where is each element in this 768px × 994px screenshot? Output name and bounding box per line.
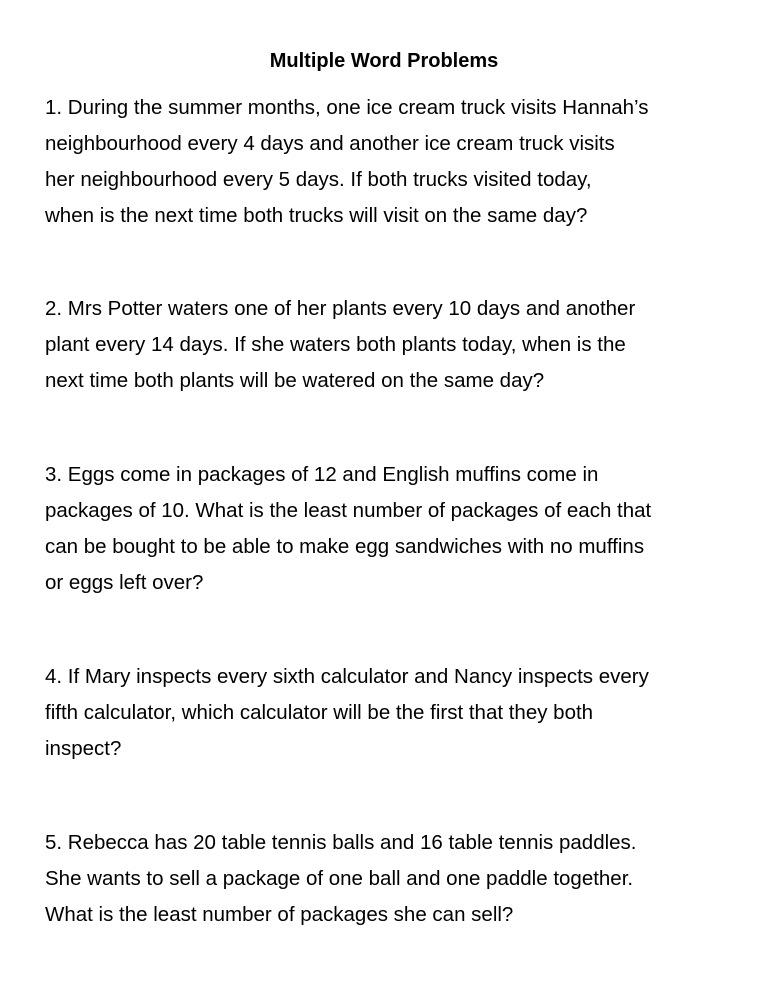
problem-line: 5. Rebecca has 20 table tennis balls and 16 table tennis paddles. xyxy=(45,831,637,854)
problem-line: her neighbourhood every 5 days. If both trucks visited today, xyxy=(45,168,592,191)
problem-line: when is the next time both trucks will visit on the same day? xyxy=(45,204,588,227)
page-title: Multiple Word Problems xyxy=(269,50,499,72)
word-problem-5 xyxy=(45,825,745,933)
problem-line: fifth calculator, which calculator will be the first that they both xyxy=(45,701,594,724)
problem-line: She wants to sell a package of one ball and one paddle together. xyxy=(45,867,634,890)
problem-line: inspect? xyxy=(45,737,122,760)
problem-line: 4. If Mary inspects every sixth calculator and Nancy inspects every xyxy=(45,665,649,688)
problem-line: plant every 14 days. If she waters both plants today, when is the xyxy=(45,333,626,356)
word-problem-3 xyxy=(45,457,745,601)
problem-line: 2. Mrs Potter waters one of her plants every 10 days and another xyxy=(45,297,636,320)
problem-line: packages of 10. What is the least number of packages of each that xyxy=(45,499,652,522)
problem-line: 3. Eggs come in packages of 12 and English muffins come in xyxy=(45,463,599,486)
problem-line: 1. During the summer months, one ice cream truck visits Hannah’s xyxy=(45,96,649,119)
problem-line: can be bought to be able to make egg sandwiches with no muffins xyxy=(45,535,645,558)
problem-line: What is the least number of packages she can sell? xyxy=(45,903,514,926)
word-problem-4 xyxy=(45,659,745,767)
problem-line: neighbourhood every 4 days and another ice cream truck visits xyxy=(45,132,615,155)
problem-line: or eggs left over? xyxy=(45,571,204,594)
word-problem-1 xyxy=(45,90,745,234)
word-problem-2 xyxy=(45,291,745,399)
problem-line: next time both plants will be watered on the same day? xyxy=(45,369,545,392)
